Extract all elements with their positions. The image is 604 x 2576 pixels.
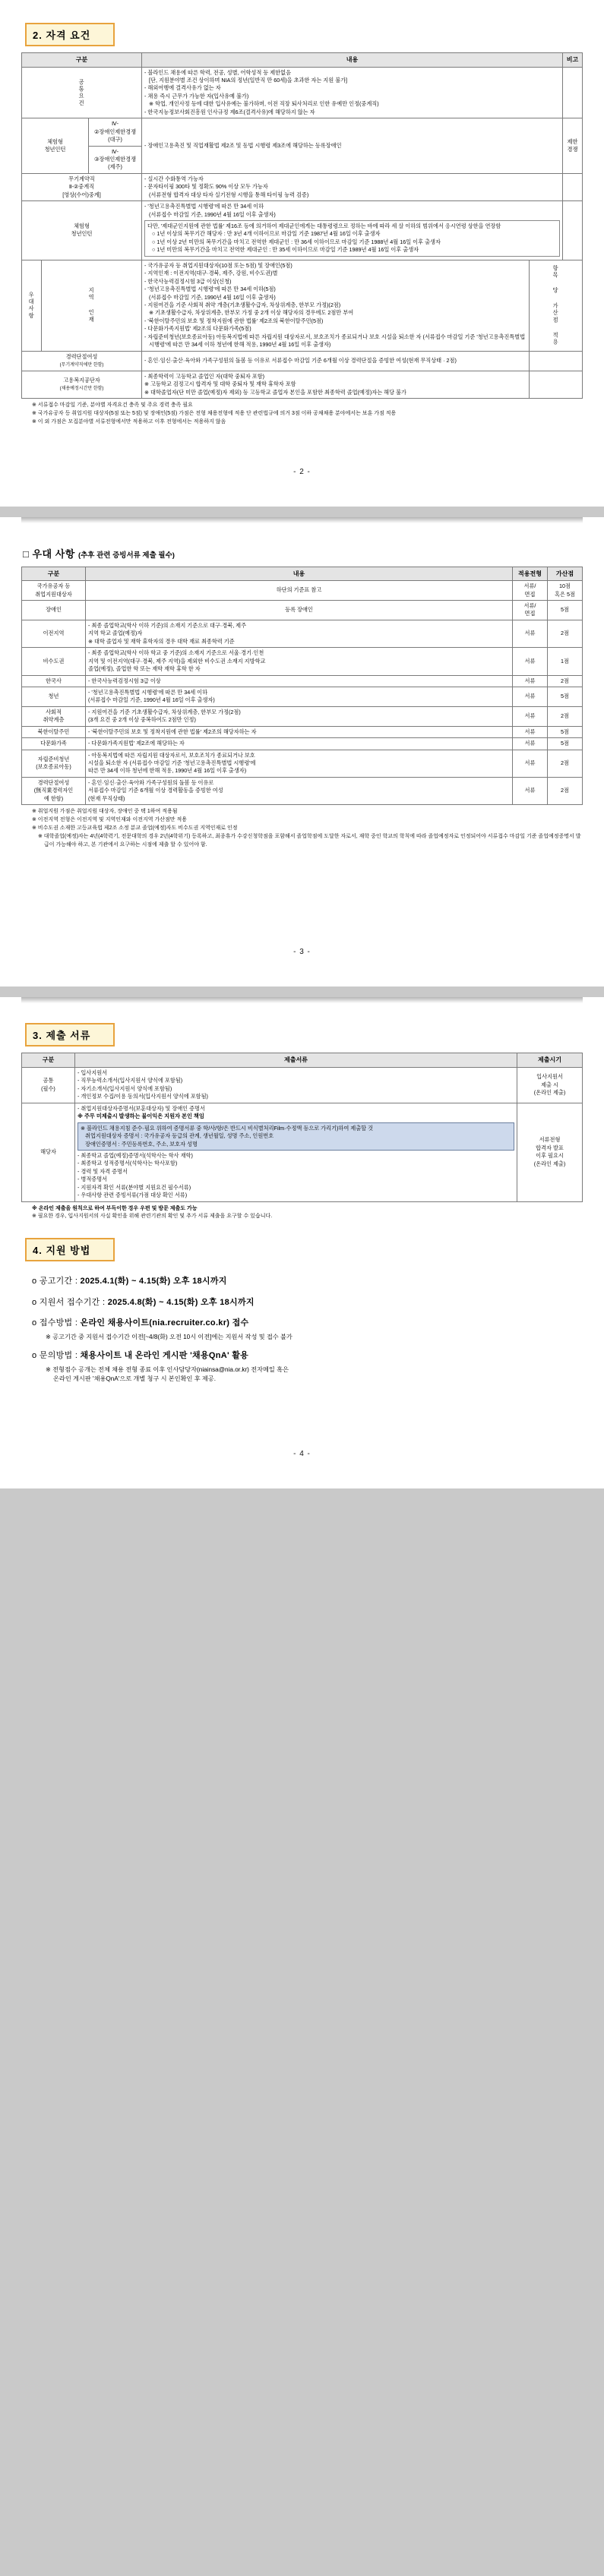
table-row (22, 687, 583, 706)
cell-type: 서류 (513, 777, 548, 804)
page-qualification (0, 0, 604, 507)
cell-point: 2점 (548, 750, 583, 777)
cell-applicable-gubun: 해당자 (22, 1103, 75, 1201)
cell-pref-label: 지역 인재 (42, 260, 142, 351)
cell-type: 서류 (513, 738, 548, 750)
cell-gubun: 다문화가족 (22, 738, 86, 750)
table-row (22, 750, 583, 777)
table-row (22, 706, 583, 726)
table-row (22, 675, 583, 687)
cell-highschool-content: - 최종학력이 고등학교 졸업인 자(대학 중퇴자 포함) ※ 고등학교 검정고시 합격자 및 대학 중퇴자 및 재학 휴학자 포함 ※ 대학졸업자(단 미만 졸업(예정)자 제외) 등 고등학교 졸업자 본인을 포함한 최종학력 졸업(예정)자는 해당 불가 (142, 371, 530, 398)
col-header-content: 내용 (86, 567, 513, 581)
cell-type: 서류 (513, 706, 548, 726)
cell-mugi-label: 무기계약직 Ⅱ-②중계직 [영상(수어)중계] (22, 173, 142, 200)
apply-method-list (32, 1275, 583, 1384)
cell-gubun: 비수도권 (22, 648, 86, 675)
cell-applicable-docs: - 취업지원대상자증명서(보훈대상자) 및 장애인 증명서 ※ 주무 미제출시 발생하는 불이익은 지원자 본인 책임 ※ 블라인드 채용지침 준수·필요 위하여 증명서류 중 학/사/항/은 반드시 비식별처리Film·수정액 등으로 가리기)하여 제출할 것 취업지원대상자 증명서 : 국가유공자 등급의 관계, 생년월일, 성명 주소, 인원번호 장애인증명서 : 주민등록번호, 주소, 보호자 성명 - 최종학교 졸업(예정)증명서(석학사는 학사 재학) - 최종학교 성적증명서(석학사는 학사포함) - 경력 및 자격 증명서 - 병적증명서 - 지원자격 확인 서류(분야별 지원요건 필수서류) - 우대사항 관련 증빙서류(가점 대상 확인 서류) (75, 1103, 517, 1201)
cell-intern-sub2: Ⅳ-③장애인제한경쟁(제주) (89, 146, 142, 173)
col-header-gubun: 구분 (22, 53, 142, 68)
cell-content: - 혼인·임신·출산·육아와 가족구성원의 돌봄 등 이유로 서류접수 마감일 기준 6개월 이상 경력활동을 증빙한 여성 (현재 무직상태) (86, 777, 513, 804)
cell-gubun: 청년 (22, 687, 86, 706)
cell-gubun: 국가유공자 등 취업지원대상자 (22, 581, 86, 601)
cell-common-note (563, 67, 583, 118)
table-row (22, 620, 583, 647)
cell-content: - 한국사능력검정시험 3급 이상 (86, 675, 513, 687)
table-row-common (22, 67, 583, 118)
page-shadow (21, 517, 583, 523)
page-preference (0, 517, 604, 987)
apply-note-method: ※ 공고기간 중 지원서 접수기간 이전[~4/8(화) 오전 10시 이전]에는 지원서 작성 및 접수 불가 (46, 1334, 293, 1341)
cell-type: 서류 (513, 687, 548, 706)
page-documents (0, 997, 604, 1488)
cell-career-content: - 혼인·임신·출산·육아와 가족구성원의 돌봄 등 이유로 서류접수 마감일 기준 6개월 이상 경력단절을 증빙한 여성(현재 무직상태 · 2점) (142, 351, 530, 371)
apply-item-submission-period: o 지원서 접수기간 : 2025.4.8(화) ~ 4.15(화) 오후 18시까지 (32, 1297, 255, 1307)
col-header-gubun: 구분 (22, 1053, 75, 1068)
documents-notes: ※ 온라인 제출을 원칙으로 하여 부득이한 경우 우편 및 방문 제출도 가능 ※ 필요한 경우, 입사지원서의 사실 확인을 위해 관련기관의 확인 및 추가 서류 제출을 요구할 수 있습니다. (32, 1205, 273, 1220)
apply-item-period: o 공고기간 : 2025.4.1(화) ~ 4.15(화) 오후 18시까지 (32, 1277, 227, 1286)
table-header-row (22, 1053, 583, 1068)
cell-point: 2점 (548, 675, 583, 687)
table-row-intern-disabled (22, 118, 583, 146)
cell-content: - 최종 졸업학교(학사 이하 기준)의 소재지 기준으로 대구·경북, 제주 지역 학교 졸업(예정)자 ※ 대학 졸업자 및 재학 휴학자의 경우 대학 재료 최종학력 기준 (86, 620, 513, 647)
table-row (22, 777, 583, 804)
cell-point: 1점 (548, 648, 583, 675)
cell-gubun: 한국사 (22, 675, 86, 687)
col-header-point: 가산점 (548, 567, 583, 581)
documents-table (21, 1053, 583, 1201)
col-header-content: 내용 (142, 53, 563, 68)
col-header-note: 비고 (563, 53, 583, 68)
cell-point: 2점 (548, 620, 583, 647)
page-shadow (21, 997, 583, 1003)
cell-content: - 아동복지법에 따른 자립지원 대상자로서, 보호조치가 종료되거나 보호 시설을 퇴소한 자 (서류접수 마감일 기준 '청년고용촉진특별법 시행령'에 따른 만 34세 이하 청년에 한해 적용, 1990년 4월 16일 이후 출생자) (86, 750, 513, 777)
cell-gubun: 자립준비청년 (보호종료아동) (22, 750, 86, 777)
cell-type: 서류 (513, 675, 548, 687)
cell-type: 서류 (513, 726, 548, 737)
cell-mugi-content: - 실시간 수화통역 가능자 - 문자타이핑 300타 및 정확도 90% 이상 모두 가능자 (서류전형 합격자 대상 타자 실기전형 시행을 통해 타이핑 능력 검증) (142, 173, 563, 200)
cell-pref-note: 항목 당 가산점 적용 (530, 260, 583, 351)
cell-mugi-note (563, 173, 583, 200)
page-number: - 2 - (293, 467, 311, 476)
table-row-preference (22, 260, 583, 351)
cell-common-gubun: 공통 (필수) (22, 1068, 75, 1103)
cell-type: 서류 (513, 620, 548, 647)
age-exception-box: 다만, '제대군인지원에 관한 법률' 제16조 등에 의거하여 제대군인에게는 대통령령으로 정하는 바에 따라 세 살 이하의 범위에서 응시연령 상한을 연장함 ○ 1년 이상의 복무기간 해당자 : 만 3년 4개 이하이므로 마감일 기준 1987년 4월 16일 이후 출생자 ○ 1년 이상 2년 미만의 복무기간을 마치고 전역한 제대군인 : 만 36세 이하이므로 마감일 기준 1988년 4월 16일 이후 출생자 ○ 1년 미만의 복무기간을 마치고 전역한 제대군인 : 만 35세 이하이므로 마감일 기준 1989년 4월 16일 이후 출생자 (144, 220, 560, 257)
cell-point: 2점 (548, 777, 583, 804)
cell-common-label: 공통요건 (22, 67, 142, 118)
col-header-docs: 제출서류 (75, 1053, 517, 1068)
cell-pref-vertlabel: 우대사항 (22, 260, 42, 351)
col-header-timing: 제출시기 (517, 1053, 583, 1068)
cell-age-note (563, 201, 583, 260)
cell-pref-content: - 국가유공자 등 취업지원대상자(10점 또는 5점) 및 장애인(5점) - 지역인재 : 이전지역(대구·경북, 제주, 강원, 비수도권)별 - 한국사능력검정시험 3급 이상(신청) - '청년고용촉진특별법 시행령'에 따른 만 34세 이하(5점) (서류접수 마감일 기준, 1990년 4월 16일 이후 출생자) - 지원여건을 기준 사회적 취약 개층(기초생활수급자, 차상위계층, 한부모 가정)(2점) ※ 기초생활수급자, 차상위계층, 한부모 가정 중 2개 이상 해당자의 경우에도 2점만 부여 - '북한이탈주민의 보호 및 정착지원에 관한 법률' 제2조의 북한이탈주민(5점) - 다문화가족지원법' 제2조의 다문화가족(5점) - 자립준비청년(보호종료아동) 아동복지법에 따른 자립지원 대상자로서, 보호조치가 종료되거나 보호 시설을 퇴소한 자 (서류접수 마감일 기준 '청년고용촉진특별법 시행령'에 따른 만 34세 이하 청년에 한해 적용, 1990년 4월 16일 이후 출생자) (142, 260, 530, 351)
cell-point: 5점 (548, 601, 583, 620)
section-title-preference: □ 우대 사항 (추후 관련 증빙서류 제출 필수) (23, 548, 175, 560)
page-number: - 3 - (293, 948, 311, 957)
table-header-row (22, 53, 583, 68)
table-row-applicable-docs (22, 1103, 583, 1201)
cell-content: 하단의 기준표 참고 (86, 581, 513, 601)
qualification-table (21, 52, 583, 399)
table-row-highschool (22, 371, 583, 398)
table-row-career-break (22, 351, 583, 371)
col-header-type: 적용전형 (513, 567, 548, 581)
preference-notes: ※ 취업지원 가점은 취업지원 대상자, 장애인 중 택 1하여 적용됨 ※ 이전지역 전형은 이전지역 및 지역인재와 이전지역 가산점만 적용 ※ 비수도권 소재한 고등교육법 제2조 소정 분교 졸업(예정)자도 비수도권 지역인재로 인정 ※ 대학졸업(예정)자는 4년(4학력기, 전문대학의 경우 2년(4학위기) 등록하고, 최종휴가 수강신청학점을 포함해서 졸업학점에 도달한 자로서, 재학 중인 학교의 학칙에 따라 졸업예정자로 인정되어야 서류접수 마감일 기준 졸업예정증명서 발급이 가능해야 하고, 본 기관에서 요구하는 시점에 제출 할 수 있어야 함. (32, 809, 581, 848)
section-title-documents: 3. 제출 서류 (25, 1023, 115, 1046)
cell-highschool-label: 고용복지공단자 (채용예정시간만 한함) (22, 371, 142, 398)
cell-intern-note: 제한 경쟁 (563, 118, 583, 174)
table-row-mugi (22, 173, 583, 200)
cell-type: 서류 (513, 750, 548, 777)
cell-gubun: 이전지역 (22, 620, 86, 647)
cell-type: 서류/ 면접 (513, 601, 548, 620)
table-row (22, 738, 583, 750)
cell-age-content: - '청년고용촉진특별법 시행령'에 따른 만 34세 이하 (서류접수 마감일 기준, 1990년 4월 16일 이후 출생자) 다만, '제대군인지원에 관한 법률' 제16조 등에 의거하여 제대군인에게는 대통령령으로 정하는 바에 따라 세 살 이하의 범위에서 응시연령 상한을 연장함 ○ 1년 이상의 복무기간 해당자 : 만 3년 4개 이하이므로 마감일 기준 1987년 4월 16일 이후 출생자 ○ 1년 이상 2년 미만의 복무기간을 마치고 전역한 제대군인 : 만 36세 이하이므로 마감일 기준 1988년 4월 16일 이후 출생자 ○ 1년 미만의 복무기간을 마치고 전역한 제대군인 : 만 35세 이하이므로 마감일 기준 1989년 4월 16일 이후 출생자 (142, 201, 563, 260)
cell-point: 10점 혹은 5점 (548, 581, 583, 601)
cell-intern-label: 체험형 청년인턴 (22, 118, 89, 174)
table-row (22, 581, 583, 601)
cell-content: - '청년고용촉진특별법 시행령'에 따른 만 34세 이하 (서류접수 마감일 기준, 1990년 4월 16일 이후 출생자) (86, 687, 513, 706)
apply-note-inquiry: ※ 전형점수 공개는 전체 채용 전형 종료 이후 인사담당자(niainsa@nia.or.kr) 전자메일 혹은 온라인 게시판 '채용QnA'으로 개별 청구 시 본인확인 후 제공. (46, 1365, 289, 1383)
cell-type: 서류 (513, 648, 548, 675)
apply-item-inquiry: o 문의방법 : 채용사이트 내 온라인 게시판 '채용QnA' 활용 (32, 1351, 249, 1361)
cell-content: - 지원여건을 기준 기초생활수급자, 차상위계층, 한부모 가정(2점) (3개 요건 중 2개 이상 중복하여도 2점만 인정) (86, 706, 513, 726)
cell-highschool-note (530, 371, 583, 398)
table-row-common-docs (22, 1068, 583, 1103)
cell-point: 5점 (548, 687, 583, 706)
cell-point: 5점 (548, 726, 583, 737)
cell-gubun: 북한이탈주민 (22, 726, 86, 737)
cell-content: - 다문화가족지원법' 제2조에 해당하는 자 (86, 738, 513, 750)
cell-content: - 최종 졸업학교(학사 이하 학교 중 기준)의 소재지 기준으로 서울·경기·인천 지역 및 이전지역(대구·경북, 제주 지역)을 제외한 비수도권 소재지 지방학교 졸업(예정), 졸업한 학 또는 재학 재학 휴학 한 자 (86, 648, 513, 675)
cell-point: 5점 (548, 738, 583, 750)
table-row-age (22, 201, 583, 260)
section-title-apply: 4. 지원 방법 (25, 1238, 115, 1261)
table-row (22, 601, 583, 620)
table-row (22, 726, 583, 737)
cell-gubun: 사회적 취약계층 (22, 706, 86, 726)
apply-item-method: o 접수방법 : 온라인 채용사이트(nia.recruiter.co.kr) 접수 (32, 1318, 249, 1328)
cell-career-note (530, 351, 583, 371)
cell-type: 서류/ 면접 (513, 581, 548, 601)
table-header-row (22, 567, 583, 581)
cell-common-docs: - 입사지원서 - 직무능력소개서(입사지원서 양식에 포함됨) - 자기소개서(입사지원서 양식에 포함됨) - 개인정보 수집/이용 동의서(입사지원서 양식에 포함됨) (75, 1068, 517, 1103)
cell-applicable-timing: 서류전형 합격자 발표 이후 필요시 (온라인 제출) (517, 1103, 583, 1201)
page-number: - 4 - (293, 1449, 311, 1458)
preference-table (21, 567, 583, 806)
col-header-gubun: 구분 (22, 567, 86, 581)
cell-age-label: 체험형 청년인턴 (22, 201, 142, 260)
blind-recruit-highlight: ※ 블라인드 채용지침 준수·필요 위하여 증명서류 중 학/사/항/은 반드시 비식별처리Film·수정액 등으로 가리기)하여 제출할 것 취업지원대상자 증명서 : 국가유공자 등급의 관계, 생년월일, 성명 주소, 인원번호 장애인증명서 : 주민등록번호, 주소, 보호자 성명 (77, 1122, 514, 1151)
cell-career-label: 경력단절여성 (무기계약직에만 한함) (22, 351, 142, 371)
section-title-qualification: 2. 자격 요건 (25, 23, 115, 46)
cell-content: 등록 장애인 (86, 601, 513, 620)
cell-point: 2점 (548, 706, 583, 726)
cell-common-timing: 입사지원서 제출 시 (온라인 제출) (517, 1068, 583, 1103)
cell-intern-content: - 장애인고용촉진 및 직업재활법 제2조 및 동법 시행령 제3조에 해당하는 등록장애인 (142, 118, 563, 174)
table-row (22, 648, 583, 675)
cell-intern-sub1: Ⅳ-②장애인제한경쟁(대구) (89, 118, 142, 146)
cell-gubun: 장애인 (22, 601, 86, 620)
cell-content: - '북한이탈주민의 보호 및 정착지원에 관한 법률' 제2조의 해당자하는 자 (86, 726, 513, 737)
qualification-notes: ※ 서류접수 마감일 기준, 분야별 자격요건 충족 및 주요 경력 충족 필요 ※ 국가유공자 등 취업지원 대상자(5점 또는 5점) 및 장애인(5점) 가점은 전형 채용전형에 적용 단 관련법규에 의거 3점 이하 공채채용 분야에서는 보훈 가점 적용 ※ 이 외 가점은 모집분야별 서류전형에서만 적용하고 이후 전형에서는 적용하지 않음 (32, 402, 397, 425)
cell-gubun: 경력단절여성 (無직業경력자인 예 한함) (22, 777, 86, 804)
cell-common-content: - 블라인드 채용에 따른 학력, 전공, 성별, 어학성적 등 제한없음 [단, 지원분야별 조건 상이하며 NIA의 정년(일반직 만 60세)을 초과한 자는 지원 불가] - 해외여행에 결격사유가 없는 자 - 채용 즉시 근무가 가능한 자(입사유예 불가) ※ 학업, 개인사정 등에 대한 입사유예는 불가하며, 이전 직장 퇴사처리로 인한 유예만 인정(중계직) - 한국지능정보사회진흥원 인사규정 제6조(결격사유)에 해당하지 않는 자 (142, 67, 563, 118)
